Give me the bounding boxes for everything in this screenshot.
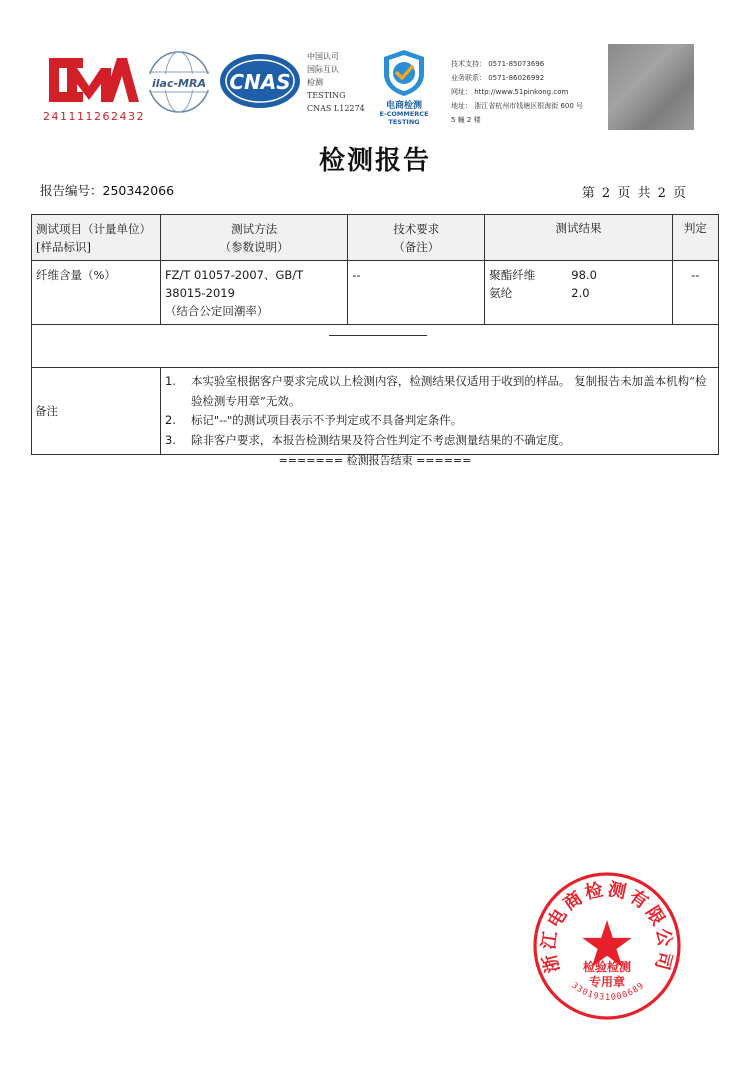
shield-check-icon (370, 48, 438, 98)
result-line (489, 284, 667, 302)
cma-number: 241111262432 (43, 110, 145, 123)
report-number (40, 181, 174, 199)
result-value: 98.0 (571, 268, 597, 282)
header-test-method: 测试方法 （参数说明） (160, 215, 347, 261)
result-value: 2.0 (571, 286, 590, 300)
tech-support-line: 技术支持： 0571-85073696 (451, 60, 545, 68)
result-line (489, 266, 667, 284)
note-item: 3. 除非客户要求，本报告检测结果及符合性判定不考虑测量结果的不确定度。 (164, 432, 571, 447)
ilac-mra-logo (147, 50, 211, 114)
cell-method: FZ/T 01057-2007、GB/T 38015-2019 （结合公定回潮率） (160, 261, 347, 325)
seal-number: 3301931000689 (569, 980, 647, 1003)
address-line: 地址： 浙江省杭州市钱塘区银海街 600 号 (451, 102, 584, 110)
seal-icon (531, 870, 683, 1022)
blank-row (32, 325, 719, 368)
cell-judgement: -- (672, 261, 718, 325)
qr-code-image (608, 44, 694, 130)
cnas-accreditation-text: 中国认可 国际互认 检测 TESTING CNAS L12274 (307, 52, 365, 113)
result-name: 聚酯纤维 (489, 268, 536, 282)
cell-item: 纤维含量（%） (32, 261, 161, 325)
notes-content (160, 368, 718, 455)
svg-text:CNAS: CNAS (229, 70, 291, 94)
note-item: 1. 本实验室根据客户要求完成以上检测内容，检测结果仅适用于收到的样品。 复制报告未加盖本机构“检验检测专用章”无效。 (164, 374, 707, 408)
contact-info (451, 57, 606, 127)
header-test-result: 测试结果 (485, 215, 672, 261)
website-line: 网址： http://www.51pinkong.com (451, 88, 569, 96)
cma-letters: CMA (91, 52, 94, 53)
header-test-item: 测试项目（计量单位） [样品标识] (32, 215, 161, 261)
report-number-value: 250342066 (102, 183, 175, 198)
ecommerce-logo-en: E-COMMERCE TESTING (379, 110, 429, 126)
seal-ring-text: 浙江电商检测有限公司 (538, 878, 676, 975)
cma-logo (43, 52, 145, 123)
cell-requirement: -- (348, 261, 485, 325)
cnas-logo (219, 52, 301, 110)
ecommerce-logo-cn: 电商检测 (385, 101, 422, 111)
business-contact-line: 业务联系： 0571-86026992 (451, 74, 545, 82)
page-indicator: 第 2 页 共 2 页 (581, 186, 686, 201)
result-name: 氨纶 (489, 286, 513, 300)
table-row (32, 261, 719, 325)
results-table (31, 214, 719, 455)
seal-center-line2: 专用章 (588, 975, 626, 989)
table-header-row (32, 215, 719, 261)
notes-label: 备注 (32, 368, 161, 455)
report-end-marker: ======= 检测报告结束 ====== (278, 454, 472, 467)
seal-center-line1: 检验检测 (582, 960, 632, 974)
cnas-mark-icon (219, 52, 301, 110)
address-line-2: 5 幢 2 楼 (451, 116, 481, 124)
report-header (0, 0, 750, 140)
cell-results (485, 261, 672, 325)
ilac-globe-icon (147, 50, 211, 114)
end-of-data-line (329, 335, 427, 336)
header-requirement: 技术要求 （备注） (348, 215, 485, 261)
cma-mark-icon (43, 52, 139, 108)
official-seal-stamp (531, 870, 683, 1022)
report-title: 检测报告 (318, 146, 431, 176)
notes-row (32, 368, 719, 455)
svg-text:ilac-MRA: ilac-MRA (152, 77, 206, 90)
note-item: 2. 标记"--"的测试项目表示不予判定或不具备判定条件。 (164, 413, 463, 427)
report-number-label: 报告编号： (40, 183, 103, 198)
header-judgement: 判定 (672, 215, 718, 261)
